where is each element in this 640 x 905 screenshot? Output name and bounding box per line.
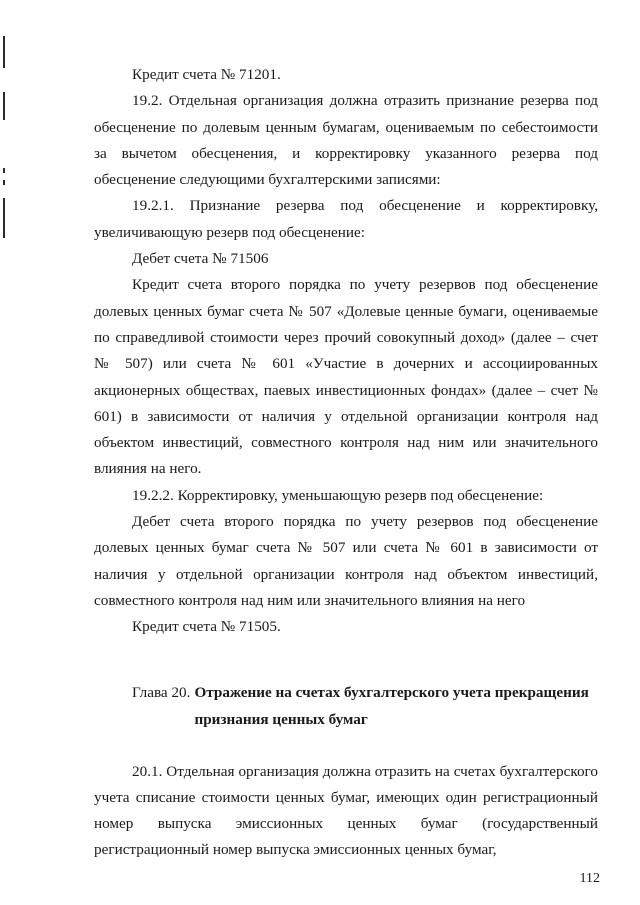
scan-margin-mark: [3, 198, 5, 238]
paragraph: Кредит счета № 71505.: [132, 618, 281, 636]
scan-margin-mark: [3, 92, 5, 120]
paragraph: Дебет счета № 71506: [132, 250, 269, 268]
chapter-title-line: Отражение на счетах бухгалтерского учета прекращения: [194, 683, 589, 701]
paragraph: Кредит счета второго порядка по учету резервов под обесценение долевых ценных бумаг счета № 507 «Долевые ценные бумаги, оцениваемые по справедливой стоимости через прочий совокупный доход» (далее – счет № 507) или счета № 601 «Участие в дочерних и ассоциированных акционерных обществах, паевых инвестиционных фондах» (далее – счет № 601) в зависимости от наличия у отдельной организации контроля над объектом инвестиций, совместного контроля над ним или значительного влияния на него.: [94, 276, 598, 478]
chapter-title: [190, 679, 598, 733]
scan-margin-mark: [3, 36, 5, 68]
page-number: 112: [579, 871, 600, 886]
paragraph: Кредит счета № 71201.: [132, 66, 281, 83]
chapter-heading: [94, 679, 598, 733]
scan-margin-mark: [3, 180, 5, 185]
document-body: [94, 62, 598, 864]
paragraph: 19.2.1. Признание резерва под обесценение и корректировку, увеличивающую резерв под обесценение:: [94, 197, 598, 241]
paragraph: Дебет счета второго порядка по учету резервов под обесценение долевых ценных бумаг счета № 507 или счета № 601 в зависимости от наличия у отдельной организации контроля над объектом инвестиций, совместного контроля над ним или значительного влияния на него: [94, 513, 598, 609]
chapter-label: Глава 20.: [132, 683, 191, 701]
paragraph: 19.2. Отдельная организация должна отразить признание резерва под обесценение по долевым ценным бумагам, оцениваемым по себестоимости за вычетом обесценения, и корректировку указанного резерва под обесценение следующими бухгалтерскими записями:: [94, 92, 598, 189]
chapter-title-line: признания ценных бумаг: [194, 710, 368, 728]
scan-margin-mark: [3, 168, 5, 173]
paragraph: 19.2.2. Корректировку, уменьшающую резерв под обесценение:: [132, 486, 544, 504]
paragraph: 20.1. Отдельная организация должна отразить на счетах бухгалтерского учета списание стоимости ценных бумаг, имеющих один регистрационный номер выпуска эмиссионных ценных бумаг (государственный регистрационный номер выпуска эмиссионных ценных бумаг,: [94, 762, 598, 859]
